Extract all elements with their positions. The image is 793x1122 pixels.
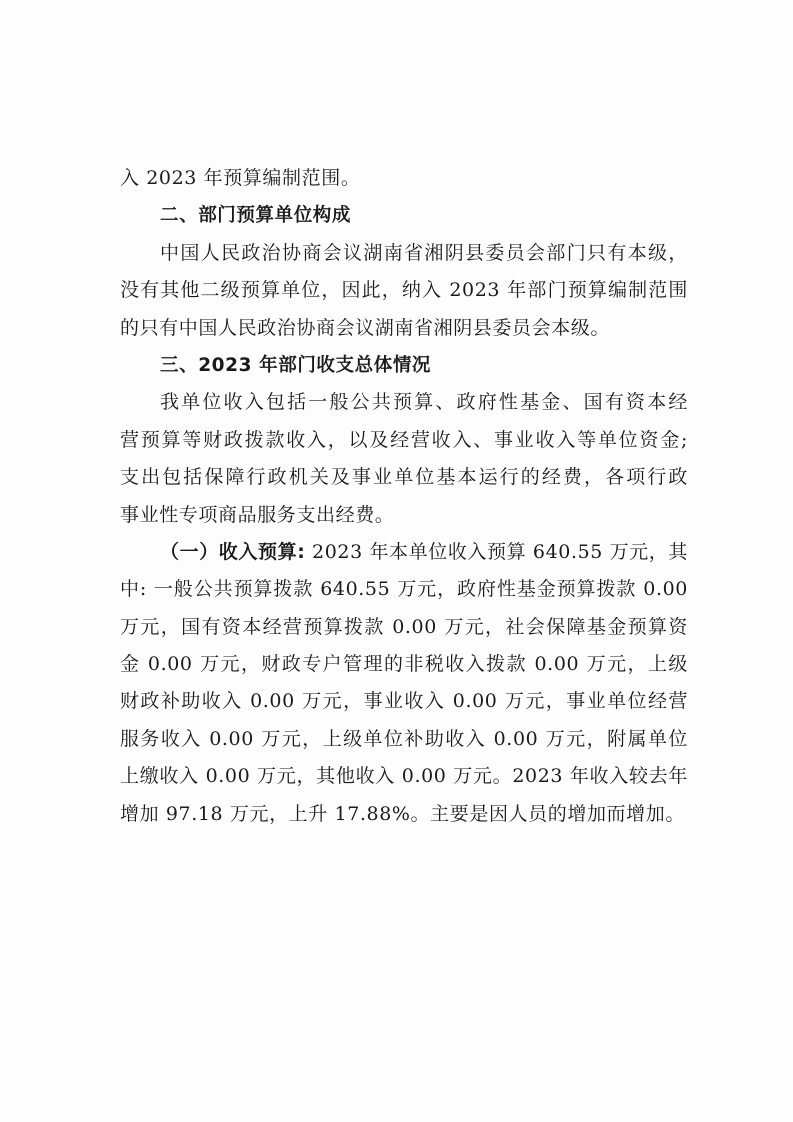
paragraph-line: [120, 160, 688, 197]
section-heading: [120, 347, 688, 384]
line-text: 2023 年本单位收入预算 640.55 万元，其: [305, 540, 688, 563]
line-text: 服务收入 0.00 万元，上级单位补助收入 0.00 万元，附属单位: [120, 727, 688, 750]
line-text: 入 2023 年预算编制范围。: [120, 167, 361, 189]
line-text: 增加 97.18 万元，上升 17.88%。主要是因人员的增加而增加。: [120, 802, 685, 825]
line-text: 中国人民政治协商会议湖南省湘阴县委员会部门只有本级，: [160, 241, 688, 264]
paragraph-line: [120, 796, 688, 833]
paragraph-line: [120, 571, 688, 608]
paragraph-line: [120, 272, 688, 309]
paragraph-line: [120, 646, 688, 683]
paragraph-line: [120, 384, 688, 421]
line-text: 的只有中国人民政治协商会议湖南省湘阴县委员会本级。: [120, 316, 611, 339]
line-text: 营预算等财政拨款收入，以及经营收入、事业收入等单位资金;: [120, 428, 688, 451]
document-body: [120, 160, 688, 833]
line-text: 我单位收入包括一般公共预算、政府性基金、国有资本经: [160, 391, 688, 414]
section-heading-text: 三、2023 年部门收支总体情况: [160, 354, 432, 376]
paragraph-line: [120, 721, 688, 758]
section-heading: [120, 197, 688, 234]
paragraph-line: [120, 534, 688, 571]
paragraph-line: [120, 235, 688, 272]
paragraph-line: [120, 422, 688, 459]
paragraph-line: [120, 310, 688, 347]
section-heading-text: 二、部门预算单位构成: [160, 205, 352, 227]
line-text: 上缴收入 0.00 万元，其他收入 0.00 万元。2023 年收入较去年: [120, 765, 688, 788]
line-text: 中: 一般公共预算拨款 640.55 万元，政府性基金预算拨款 0.00: [120, 578, 688, 601]
line-text: 没有其他二级预算单位，因此，纳入 2023 年部门预算编制范围: [120, 279, 688, 302]
line-text: 万元，国有资本经营预算拨款 0.00 万元，社会保障基金预算资: [120, 615, 688, 638]
subsection-lead: （一）收入预算:: [160, 540, 306, 563]
paragraph-line: [120, 683, 688, 720]
line-text: 支出包括保障行政机关及事业单位基本运行的经费，各项行政: [120, 466, 688, 489]
line-text: 财政补助收入 0.00 万元，事业收入 0.00 万元，事业单位经营: [120, 690, 688, 713]
line-text: 金 0.00 万元，财政专户管理的非税收入拨款 0.00 万元，上级: [120, 653, 688, 676]
line-text: 事业性专项商品服务支出经费。: [120, 503, 395, 526]
paragraph-line: [120, 497, 688, 534]
paragraph-line: [120, 609, 688, 646]
paragraph-line: [120, 758, 688, 795]
paragraph-line: [120, 459, 688, 496]
